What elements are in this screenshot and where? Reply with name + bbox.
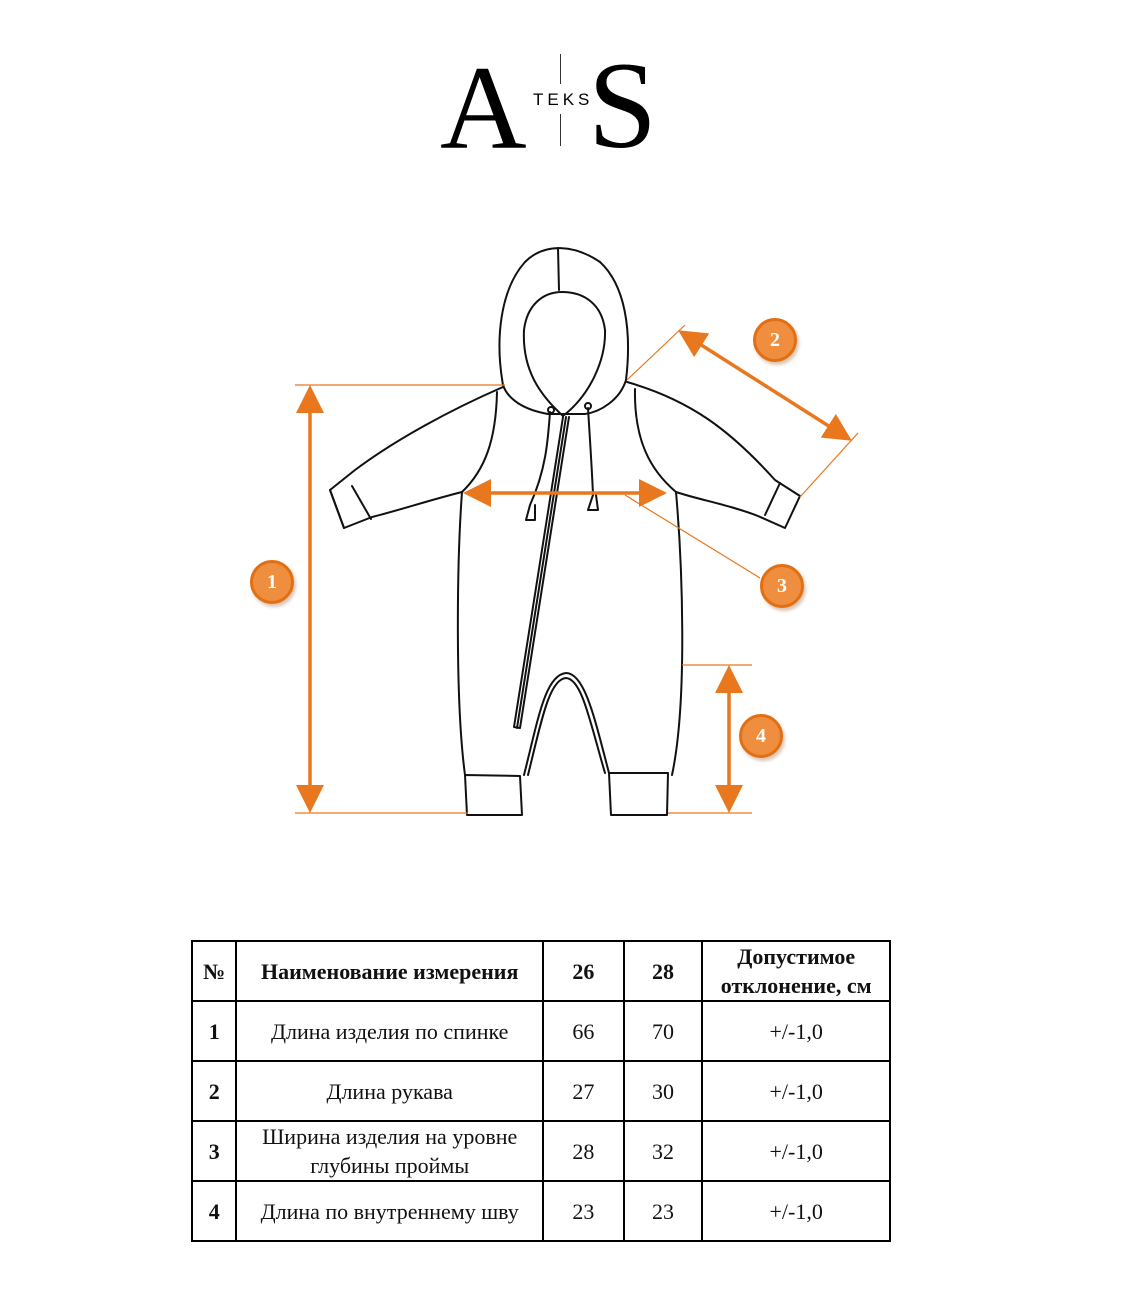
row-number: 4 xyxy=(192,1181,236,1241)
row-tolerance: +/-1,0 xyxy=(702,1001,890,1061)
header-size-28: 28 xyxy=(624,941,703,1001)
row-number: 2 xyxy=(192,1061,236,1121)
row-size-26: 27 xyxy=(543,1061,624,1121)
measurement-badge-2: 2 xyxy=(753,318,797,362)
table-row xyxy=(192,1121,890,1181)
logo-text: TEKS xyxy=(533,90,594,109)
measurement-badge-4: 4 xyxy=(739,714,783,758)
logo-letter-s: S xyxy=(588,37,657,174)
row-size-26: 28 xyxy=(543,1121,624,1181)
header-tolerance: Допустимое отклонение, см xyxy=(702,941,890,1001)
row-size-28: 70 xyxy=(624,1001,703,1061)
header-size-26: 26 xyxy=(543,941,624,1001)
table-header-row xyxy=(192,941,890,1001)
row-measurement-name: Ширина изделия на уровне глубины проймы xyxy=(236,1121,543,1181)
header-measurement-name: Наименование измерения xyxy=(236,941,543,1001)
size-measurement-table xyxy=(191,940,891,1242)
row-measurement-name: Длина по внутреннему шву xyxy=(236,1181,543,1241)
row-size-28: 30 xyxy=(624,1061,703,1121)
row-size-26: 66 xyxy=(543,1001,624,1061)
header-number: № xyxy=(192,941,236,1001)
row-tolerance: +/-1,0 xyxy=(702,1061,890,1121)
row-size-28: 23 xyxy=(624,1181,703,1241)
row-measurement-name: Длина изделия по спинке xyxy=(236,1001,543,1061)
table-row xyxy=(192,1061,890,1121)
row-number: 3 xyxy=(192,1121,236,1181)
row-size-28: 32 xyxy=(624,1121,703,1181)
measurement-badge-1: 1 xyxy=(250,560,294,604)
row-number: 1 xyxy=(192,1001,236,1061)
table-row xyxy=(192,1001,890,1061)
table-row xyxy=(192,1181,890,1241)
row-tolerance: +/-1,0 xyxy=(702,1121,890,1181)
row-tolerance: +/-1,0 xyxy=(702,1181,890,1241)
logo-letter-a: A xyxy=(440,41,527,174)
row-size-26: 23 xyxy=(543,1181,624,1241)
row-measurement-name: Длина рукава xyxy=(236,1061,543,1121)
measurement-badge-3: 3 xyxy=(760,564,804,608)
